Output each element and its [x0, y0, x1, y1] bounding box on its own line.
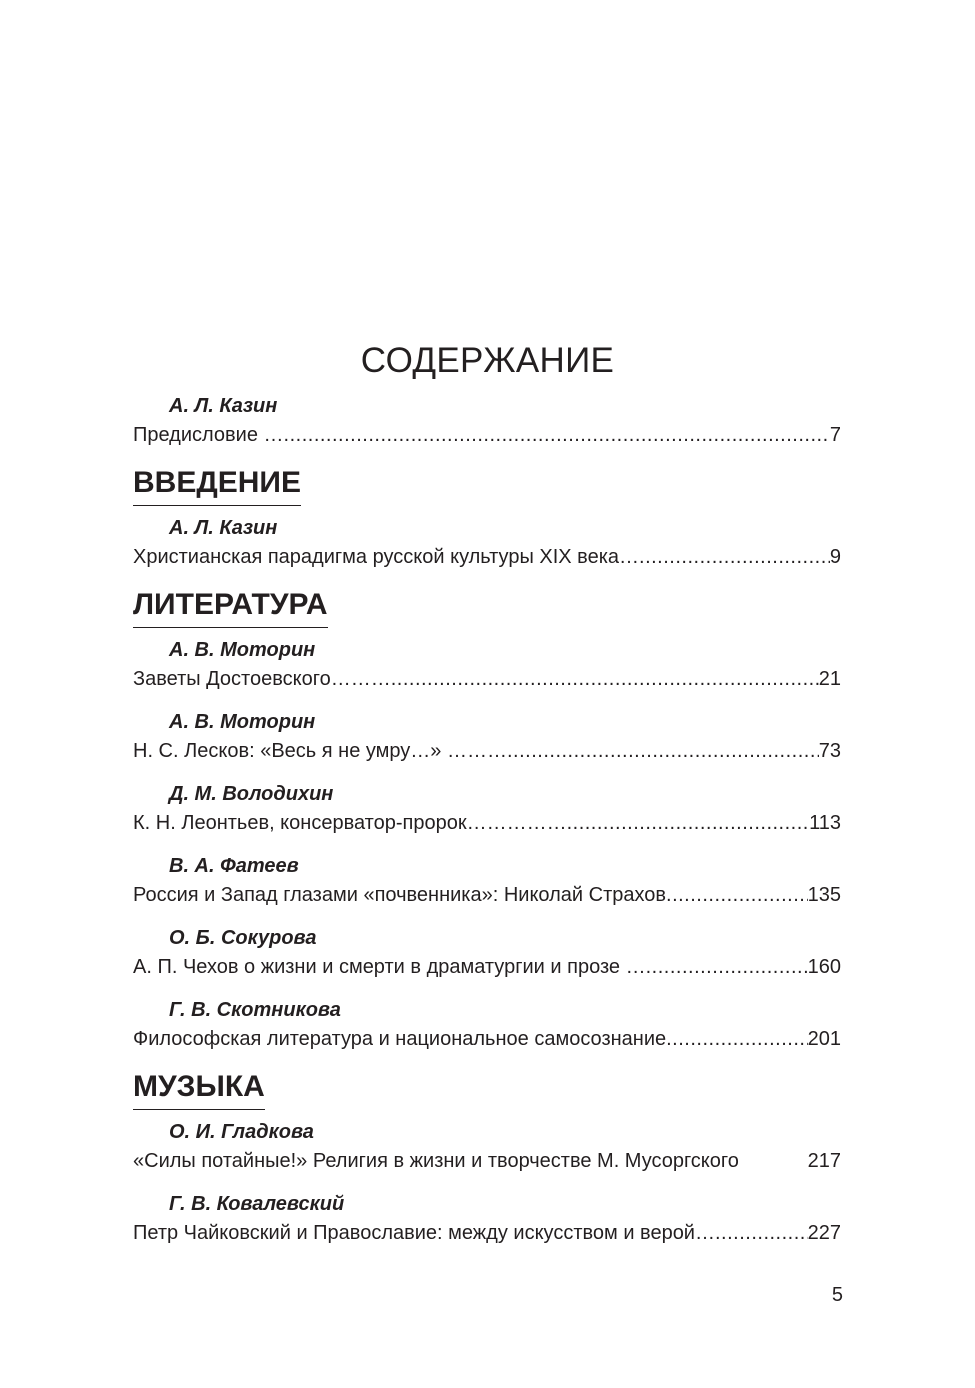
- page-number: 5: [831, 1284, 843, 1306]
- toc-entry: [133, 708, 841, 765]
- dot-leader: [646, 953, 808, 981]
- entry-title: Предисловие …: [133, 424, 284, 446]
- entry-line[interactable]: [133, 1147, 841, 1175]
- section-introduction: [133, 464, 841, 506]
- entry-page: 73: [818, 740, 841, 762]
- entry-line[interactable]: [133, 665, 841, 693]
- entry-title: А. П. Чехов о жизни и смерти в драматургии и прозе …: [133, 956, 646, 978]
- dot-leader: [567, 809, 810, 837]
- entry-title: «Силы потайные!» Религия в жизни и творчестве М. Мусоргского: [133, 1150, 739, 1172]
- dot-leader: [715, 1219, 808, 1247]
- section-music: [133, 1068, 841, 1110]
- entry-page: 135: [807, 884, 841, 906]
- entry-title: Философская литература и национальное самосознание: [133, 1028, 667, 1050]
- entry-title: Христианская парадигма русской культуры XIX века…: [133, 546, 640, 568]
- entry-line[interactable]: [133, 543, 841, 571]
- toc-entry: [133, 1118, 841, 1175]
- entry-title: К. Н. Леонтьев, консерватор-пророк……………: [133, 812, 567, 834]
- entry-page: 9: [829, 546, 841, 568]
- entry-title: Н. С. Лесков: «Весь я не умру…» ………: [133, 740, 507, 762]
- toc-entry: [133, 1190, 841, 1247]
- entry-author: О. Б. Сокурова: [169, 927, 317, 949]
- entry-title: Заветы Достоевского………: [133, 668, 391, 690]
- toc-entry: [133, 514, 841, 571]
- entry-page: 7: [829, 424, 841, 446]
- entry-author: Г. В. Ковалевский: [169, 1193, 345, 1215]
- page-title: СОДЕРЖАНИЕ: [360, 341, 615, 381]
- entry-page: 201: [807, 1028, 841, 1050]
- toc-entry: [133, 924, 841, 981]
- entry-line[interactable]: [133, 1219, 841, 1247]
- entry-page: 21: [818, 668, 841, 690]
- dot-leader: [284, 421, 830, 449]
- entry-author: А. В. Моторин: [169, 639, 316, 661]
- entry-author: А. Л. Казин: [169, 395, 278, 417]
- entry-line[interactable]: [133, 881, 841, 909]
- section-heading: ЛИТЕРАТУРА: [133, 586, 328, 628]
- entry-author: Г. В. Скотникова: [169, 999, 341, 1021]
- entry-title: Россия и Запад глазами «почвенника»: Николай Страхов: [133, 884, 667, 906]
- entry-author: Д. М. Володихин: [169, 783, 334, 805]
- entry-line[interactable]: [133, 809, 841, 837]
- dot-leader: [666, 1025, 808, 1053]
- entry-author: А. Л. Казин: [169, 517, 278, 539]
- dot-leader: [391, 665, 819, 693]
- section-heading: ВВЕДЕНИЕ: [133, 464, 301, 506]
- toc-entry: [133, 780, 841, 837]
- entry-author: О. И. Гладкова: [169, 1121, 314, 1143]
- toc-entry: [133, 996, 841, 1053]
- entry-line[interactable]: [133, 953, 841, 981]
- dot-leader: [507, 737, 819, 765]
- entry-line[interactable]: [133, 1025, 841, 1053]
- entry-title: Петр Чайковский и Православие: между искусством и верой…: [133, 1222, 715, 1244]
- table-of-contents: [133, 392, 841, 1262]
- section-literature: [133, 586, 841, 628]
- entry-author: В. А. Фатеев: [169, 855, 299, 877]
- entry-author: А. В. Моторин: [169, 711, 316, 733]
- entry-line[interactable]: [133, 737, 841, 765]
- entry-page: 217: [807, 1150, 841, 1172]
- entry-page: 113: [809, 812, 841, 834]
- section-heading: МУЗЫКА: [133, 1068, 265, 1110]
- dot-leader: [639, 543, 830, 571]
- entry-line[interactable]: [133, 421, 841, 449]
- toc-entry: [133, 636, 841, 693]
- entry-page: 160: [807, 956, 841, 978]
- entry-page: 227: [807, 1222, 841, 1244]
- toc-entry-preface: [133, 392, 841, 449]
- toc-entry: [133, 852, 841, 909]
- dot-leader: [666, 881, 808, 909]
